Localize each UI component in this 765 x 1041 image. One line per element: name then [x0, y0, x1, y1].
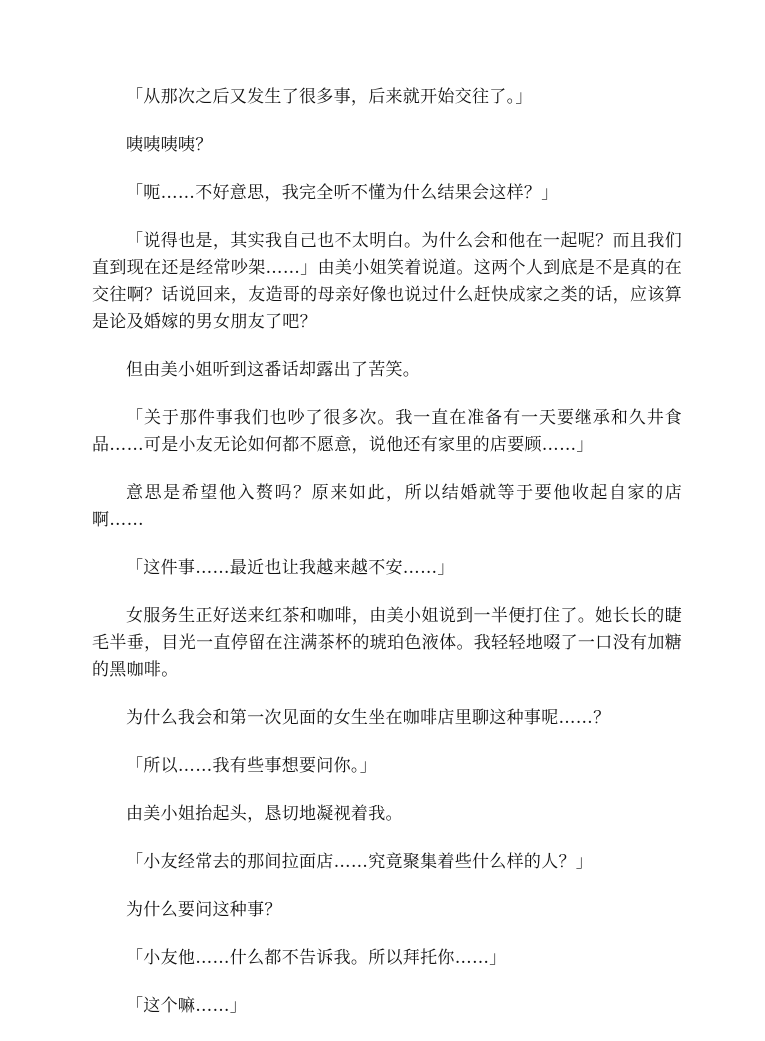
- paragraph: 「从那次之后又发生了很多事，后来就开始交往了。」: [126, 87, 533, 107]
- paragraph: 女服务生正好送来红茶和咖啡，由美小姐说到一半便打住了。她长长的睫毛半垂，目光一直停留在注满茶杯的琥珀色液体。我轻轻地啜了一口没有加糖的黑咖啡。: [92, 606, 682, 680]
- paragraph: 「小友他……什么都不告诉我。所以拜托你……」: [126, 948, 507, 968]
- paragraph: 为什么我会和第一次见面的女生坐在咖啡店里聊这种事呢……？: [126, 708, 611, 728]
- paragraph: 「说得也是，其实我自己也不太明白。为什么会和他在一起呢？而且我们直到现在还是经常吵架……」由美小姐笑着说道。这两个人到底是不是真的在交往啊？话说回来，友造哥的母亲好像也说过什么赶快成家之类的话，应该算是论及婚嫁的男女朋友了吧？: [92, 231, 682, 332]
- paragraph: 但由美小姐听到这番话却露出了苦笑。: [126, 360, 421, 380]
- paragraph: 「这个嘛……」: [126, 996, 248, 1016]
- document-body: [92, 84, 682, 1041]
- paragraph: 为什么要问这种事？: [126, 900, 282, 920]
- paragraph: 意思是希望他入赘吗？原来如此，所以结婚就等于要他收起自家的店啊……: [92, 483, 682, 530]
- paragraph: 「这件事……最近也让我越来越不安……」: [126, 558, 455, 578]
- paragraph: 「关于那件事我们也吵了很多次。我一直在准备有一天要继承和久井食品……可是小友无论如何都不愿意，说他还有家里的店要顾……」: [92, 408, 682, 455]
- paragraph: 「所以……我有些事想要问你。」: [126, 756, 377, 776]
- paragraph: 咦咦咦咦？: [126, 135, 213, 155]
- paragraph: 由美小姐抬起头，恳切地凝视着我。: [126, 804, 403, 824]
- paragraph: 「小友经常去的那间拉面店……究竟聚集着些什么样的人？」: [126, 852, 594, 872]
- paragraph: 「呃……不好意思，我完全听不懂为什么结果会这样？」: [126, 183, 559, 203]
